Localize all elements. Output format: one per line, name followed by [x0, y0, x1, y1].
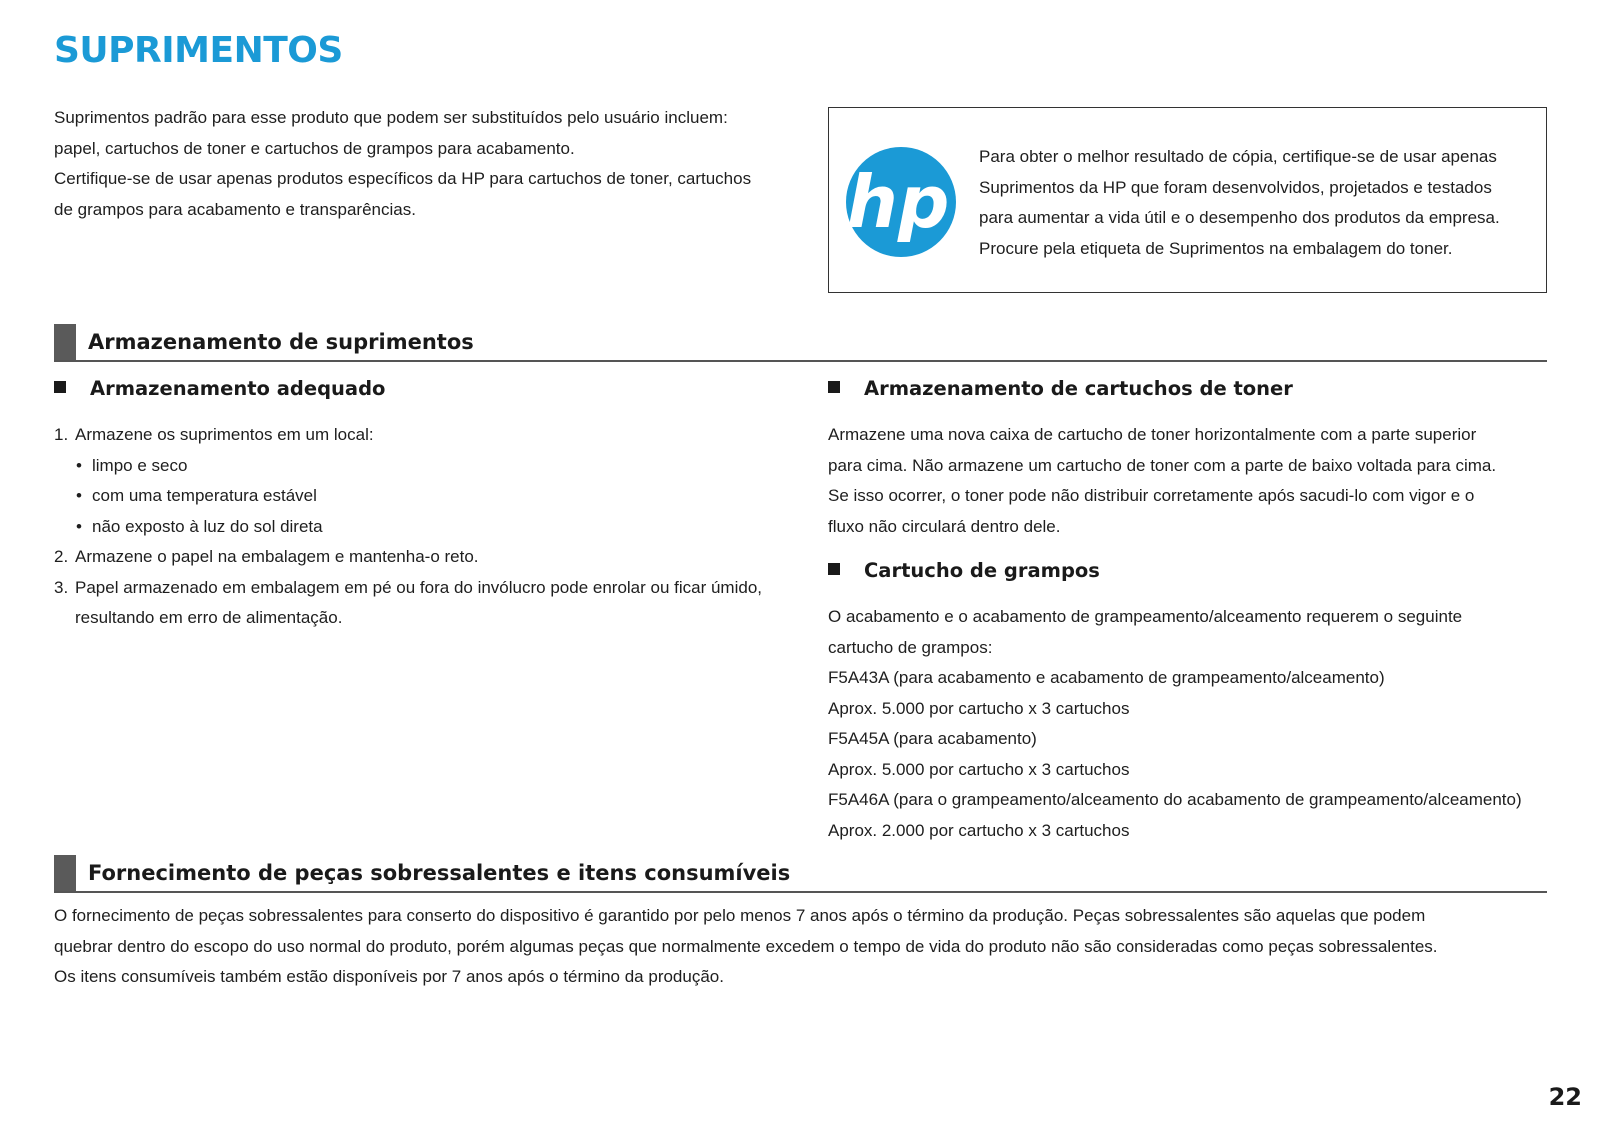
intro-line: Suprimentos padrão para esse produto que podem ser substituídos pelo usuário incluem: — [54, 108, 728, 127]
section-heading-bar — [54, 324, 76, 360]
list-item-text: resultando em erro de alimentação. — [75, 608, 343, 627]
subheading-toner-storage — [828, 377, 1293, 400]
bullet-dot: • — [76, 516, 82, 536]
staples-line: F5A46A (para o grampeamento/alceamento do acabamento de grampeamento/alceamento) — [828, 790, 1522, 809]
list-item — [54, 542, 814, 573]
staples-line: Aprox. 5.000 por cartucho x 3 cartuchos — [828, 759, 1130, 779]
hp-logo-text: hp — [846, 160, 950, 244]
square-bullet-icon — [828, 381, 840, 393]
subheading-text: Cartucho de grampos — [864, 559, 1100, 582]
section-heading-text: Fornecimento de peças sobressalentes e itens consumíveis — [88, 861, 791, 885]
bullet-dot: • — [76, 486, 82, 505]
section-heading-bar — [54, 855, 76, 891]
subheading-text: Armazenamento de cartuchos de toner — [864, 377, 1293, 400]
staples-line: Aprox. 5.000 por cartucho x 3 cartuchos — [828, 698, 1130, 718]
list-number: 1. — [54, 425, 69, 444]
subheading-staple-cartridge — [828, 559, 1100, 582]
hp-notice-line: Suprimentos da HP que foram desenvolvidos, projetados e testados — [979, 177, 1492, 197]
hp-notice-line: Para obter o melhor resultado de cópia, certifique-se de usar apenas — [979, 147, 1497, 166]
staple-cartridge-text — [828, 602, 1558, 846]
bullet-item — [54, 512, 814, 543]
list-item-continuation — [54, 603, 814, 634]
spare-parts-line: O fornecimento de peças sobressalentes para conserto do dispositivo é garantido por pelo menos 7 anos após o término da produção. Peças sobressalentes são aquelas que podem — [54, 906, 1426, 925]
page-title: SUPRIMENTOS — [54, 30, 343, 71]
list-item — [54, 420, 814, 451]
staples-line: O acabamento e o acabamento de grampeamento/alceamento requerem o seguinte — [828, 607, 1463, 626]
toner-line: para cima. Não armazene um cartucho de toner com a parte de baixo voltada para cima. — [828, 455, 1497, 475]
spare-parts-line: quebrar dentro do escopo do uso normal do produto, porém algumas peças que normalmente excedem o tempo de vida do produto não são consideradas como peças sobressalentes. — [54, 936, 1438, 956]
bullet-dot: • — [76, 455, 82, 475]
staples-line: F5A43A (para acabamento e acabamento de grampeamento/alceamento) — [828, 668, 1385, 687]
adequate-storage-list — [54, 420, 814, 634]
page-number: 22 — [1548, 1083, 1582, 1111]
bullet-item — [54, 451, 814, 482]
toner-storage-text — [828, 420, 1548, 542]
hp-logo-icon — [846, 147, 956, 257]
section-heading-text: Armazenamento de suprimentos — [88, 330, 474, 354]
subheading-adequate-storage — [54, 377, 385, 400]
intro-line: Certifique-se de usar apenas produtos específicos da HP para cartuchos de toner, cartuchos — [54, 169, 752, 188]
intro-line: de grampos para acabamento e transparências. — [54, 199, 416, 219]
list-number: 2. — [54, 547, 69, 566]
hp-supplies-notice-box — [828, 107, 1547, 293]
list-item-text: Armazene os suprimentos em um local: — [75, 425, 374, 444]
bullet-text: não exposto à luz do sol direta — [92, 516, 323, 536]
list-item — [54, 573, 814, 604]
toner-line: fluxo não circulará dentro dele. — [828, 516, 1061, 536]
bullet-text: com uma temperatura estável — [92, 486, 317, 505]
square-bullet-icon — [828, 563, 840, 575]
section-heading-storage — [54, 324, 1547, 362]
hp-notice-line: Procure pela etiqueta de Suprimentos na embalagem do toner. — [979, 238, 1453, 258]
intro-paragraph — [54, 103, 794, 225]
spare-parts-text — [54, 901, 1554, 993]
list-item-text: Armazene o papel na embalagem e mantenha-o reto. — [75, 547, 479, 566]
list-item-text: Papel armazenado em embalagem em pé ou fora do invólucro pode enrolar ou ficar úmido, — [75, 577, 763, 597]
toner-line: Se isso ocorrer, o toner pode não distribuir corretamente após sacudi-lo com vigor e o — [828, 486, 1475, 505]
section-heading-spare-parts — [54, 855, 1547, 893]
staples-line: F5A45A (para acabamento) — [828, 729, 1037, 748]
bullet-item — [54, 481, 814, 512]
subheading-text: Armazenamento adequado — [90, 377, 386, 400]
hp-notice-line: para aumentar a vida útil e o desempenho dos produtos da empresa. — [979, 208, 1500, 227]
spare-parts-line: Os itens consumíveis também estão disponíveis por 7 anos após o término da produção. — [54, 967, 724, 986]
square-bullet-icon — [54, 381, 66, 393]
bullet-text: limpo e seco — [92, 455, 188, 475]
staples-line: cartucho de grampos: — [828, 637, 993, 657]
list-number: 3. — [54, 577, 69, 597]
hp-notice-text — [979, 142, 1529, 264]
toner-line: Armazene uma nova caixa de cartucho de toner horizontalmente com a parte superior — [828, 425, 1477, 444]
staples-line: Aprox. 2.000 por cartucho x 3 cartuchos — [828, 820, 1130, 840]
intro-line: papel, cartuchos de toner e cartuchos de grampos para acabamento. — [54, 138, 575, 158]
